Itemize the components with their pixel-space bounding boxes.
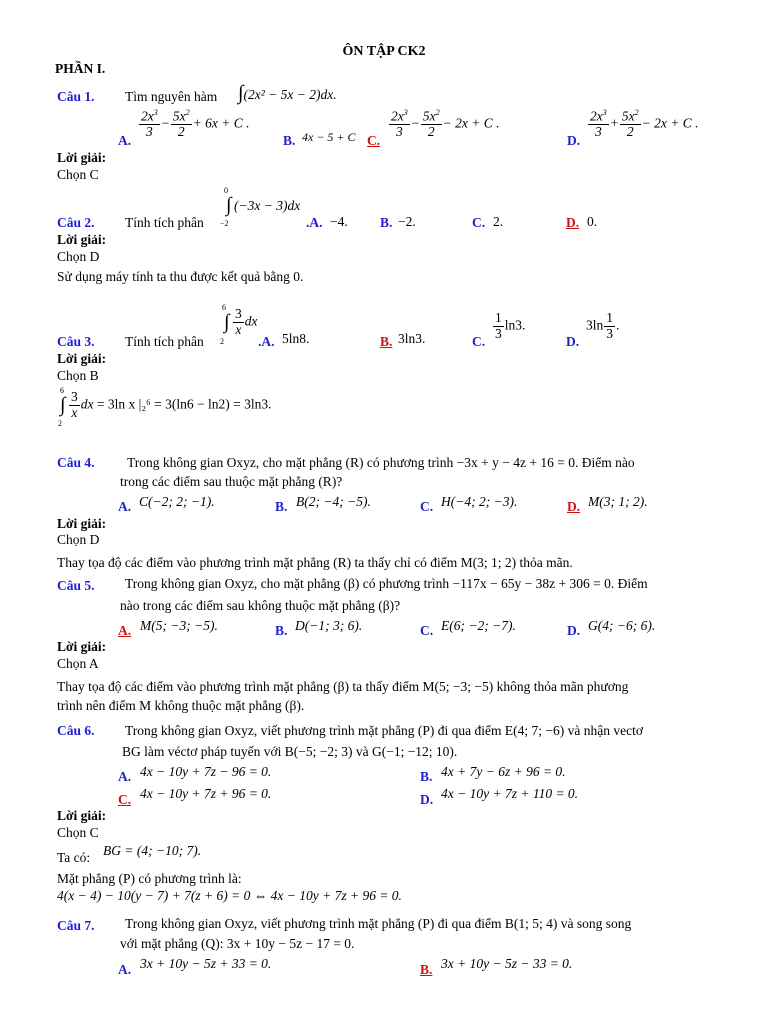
q6-option-d: D. — [420, 792, 434, 807]
q1-b-value: 4x − 5 + C — [302, 130, 356, 144]
q4-choice: Chọn D — [57, 532, 100, 547]
q3-work-text: = 3ln x |₂⁶ = 3(ln6 − ln2) = 3ln3. — [96, 396, 272, 412]
q6-plane-text: Mặt phẳng (P) có phương trình là: — [57, 871, 242, 886]
q3-option-b: B. — [380, 334, 393, 349]
q5-option-a: A. — [118, 623, 132, 638]
q1-d-value: $\frac{2x^3}{3}$ + $\frac{5x^2}{2}$ − 2x + C . — [590, 108, 699, 140]
q1-integral: ∫(2x² − 5x − 2)dx. — [238, 82, 337, 104]
q4-label: Câu 4. — [57, 455, 95, 470]
q5-option-b: B. — [275, 623, 288, 638]
q3-integral: 6 ∫ 2 $\frac{3}{x}$ dx — [220, 303, 258, 346]
q1-option-b: B. — [283, 133, 296, 148]
q1-c-value: $\frac{2x^3}{3}$ − $\frac{5x^2}{2}$ − 2x + C . — [391, 108, 500, 140]
q5-note-line1: Thay tọa độ các điểm vào phương trình mặt phẳng (β) ta thấy điểm M(5; −3; −5) không thỏa mãn phương — [57, 679, 629, 694]
q3-lower-limit: 2 — [220, 337, 224, 346]
q1-option-a: A. — [118, 133, 132, 148]
q5-choice: Chọn A — [57, 656, 99, 671]
q1-option-d: D. — [567, 133, 581, 148]
q4-line2: trong các điểm sau thuộc mặt phẳng (R)? — [120, 474, 343, 489]
q6-taco: Ta có: — [57, 850, 91, 865]
q1-a-value: $\frac{2x^3}{3}$ − $\frac{5x^2}{2}$ + 6x + C . — [141, 108, 250, 140]
q5-c-value: E(6; −2; −7). — [441, 618, 516, 633]
q2-integral — [220, 186, 320, 230]
q2-lower-limit: −2 — [220, 219, 229, 228]
q3-work-upper: 6 — [60, 386, 64, 395]
q5-line2: nào trong các điểm sau không thuộc mặt phẳng (β)? — [120, 598, 401, 613]
integral-sign-icon: ∫ — [60, 394, 66, 416]
q2-c-value: 2. — [493, 214, 504, 229]
q7-b-value: 3x + 10y − 5z − 33 = 0. — [441, 956, 573, 971]
q2-option-d: D. — [566, 215, 580, 230]
q4-option-b: B. — [275, 499, 288, 514]
q2-solution-label: Lời giải: — [57, 232, 107, 247]
q1-label: Câu 1. — [57, 89, 95, 104]
q6-d-value: 4x − 10y + 7z + 110 = 0. — [441, 786, 579, 801]
q7-option-b: B. — [420, 962, 433, 977]
q3-upper-limit: 6 — [222, 303, 226, 312]
q3-b-value: 3ln3. — [398, 331, 426, 346]
q4-b-value: B(2; −4; −5). — [296, 494, 371, 509]
q5-line1: Trong không gian Oxyz, cho mặt phẳng (β) có phương trình −117x − 65y − 38z + 306 = 0. Điểm — [125, 576, 648, 591]
q6-equation: 4(x − 4) − 10(y − 7) + 7(z + 6) = 0 ⇔ 4x − 10y + 7z + 96 = 0. — [57, 888, 402, 903]
q4-note: Thay tọa độ các điểm vào phương trình mặt phẳng (R) ta thấy chỉ có điểm M(3; 1; 2) thỏa mãn. — [57, 555, 573, 570]
q2-option-a: .A. — [306, 215, 323, 230]
q3-option-a: .A. — [258, 334, 275, 349]
q6-a-value: 4x − 10y + 7z − 96 = 0. — [140, 764, 272, 779]
q2-choice: Chọn D — [57, 249, 100, 264]
q4-line1: Trong không gian Oxyz, cho mặt phẳng (R) có phương trình −3x + y − 4z + 16 = 0. Điểm nào — [127, 455, 635, 470]
part-heading: PHẦN I. — [55, 61, 106, 76]
q7-a-value: 3x + 10y − 5z + 33 = 0. — [140, 956, 272, 971]
integral-sign-icon: ∫ — [226, 194, 232, 216]
q1-choice: Chọn C — [57, 167, 99, 182]
q5-label: Câu 5. — [57, 578, 95, 593]
q3-d-value: 3ln $\frac{1}{3}$ . — [586, 310, 620, 341]
q6-line1: Trong không gian Oxyz, viết phương trình mặt phẳng (P) đi qua điểm E(4; 7; −6) và nhận vectơ — [125, 723, 644, 738]
q6-option-c: C. — [118, 792, 132, 807]
q4-option-c: C. — [420, 499, 434, 514]
q6-choice: Chọn C — [57, 825, 99, 840]
q3-c-value: $\frac{1}{3}$ ln3. — [495, 310, 526, 341]
q3-solution-label: Lời giải: — [57, 351, 107, 366]
q7-line2: với mặt phẳng (Q): 3x + 10y − 5z − 17 = 0. — [120, 936, 355, 951]
q5-note-line2: trình nên điểm M không thuộc mặt phẳng (β). — [57, 698, 305, 713]
q5-option-d: D. — [567, 623, 581, 638]
q4-d-value: M(3; 1; 2). — [588, 494, 648, 509]
q7-option-a: A. — [118, 962, 132, 977]
q6-c-value: 4x − 10y + 7z + 96 = 0. — [140, 786, 272, 801]
integral-sign-icon: ∫ — [238, 82, 244, 104]
q4-option-a: A. — [118, 499, 132, 514]
q4-c-value: H(−4; 2; −3). — [441, 494, 518, 509]
q5-d-value: G(4; −6; 6). — [588, 618, 656, 633]
q3-work: 6 ∫ 2 $\frac{3}{x}$ dx = 3ln x |₂⁶ = 3(ln6 − ln2) = 3ln3. — [58, 386, 272, 428]
q6-solution-label: Lời giải: — [57, 808, 107, 823]
q6-option-b: B. — [420, 769, 433, 784]
q2-note: Sử dụng máy tính ta thu được kết quả bằng 0. — [57, 269, 304, 284]
q6-option-a: A. — [118, 769, 132, 784]
q2-text: Tính tích phân — [125, 215, 204, 230]
integral-sign-icon: ∫ — [224, 311, 230, 333]
q5-option-c: C. — [420, 623, 434, 638]
q6-label: Câu 6. — [57, 723, 95, 738]
q5-b-value: D(−1; 3; 6). — [295, 618, 363, 633]
q3-option-c: C. — [472, 334, 486, 349]
q2-option-c: C. — [472, 215, 486, 230]
q2-option-b: B. — [380, 215, 393, 230]
q1-text: Tìm nguyên hàm — [125, 89, 218, 104]
q2-d-value: 0. — [587, 214, 598, 229]
q3-a-value: 5ln8. — [282, 331, 310, 346]
q1-solution-label: Lời giải: — [57, 150, 107, 165]
q4-solution-label: Lời giải: — [57, 516, 107, 531]
q7-line1: Trong không gian Oxyz, viết phương trình mặt phẳng (P) đi qua điểm B(1; 5; 4) và song song — [125, 916, 632, 931]
q2-b-value: −2. — [398, 214, 416, 229]
q4-option-d: D. — [567, 499, 581, 514]
q4-a-value: C(−2; 2; −1). — [139, 494, 215, 509]
q6-b-value: 4x + 7y − 6z + 96 = 0. — [441, 764, 566, 779]
q3-option-d: D. — [566, 334, 580, 349]
q3-choice: Chọn B — [57, 368, 99, 383]
page-title: ÔN TẬP CK2 — [342, 44, 426, 59]
q3-text: Tính tích phân — [125, 334, 204, 349]
q3-work-lower: 2 — [58, 419, 62, 428]
q2-upper-limit: 0 — [224, 186, 228, 195]
q6-line2: BG làm véctơ pháp tuyến với B(−5; −2; 3) và G(−1; −12; 10). — [122, 744, 458, 759]
q1-option-c: C. — [367, 133, 381, 148]
q2-integrand: (−3x − 3)dx — [234, 198, 301, 213]
q5-a-value: M(5; −3; −5). — [140, 618, 218, 633]
q2-a-value: −4. — [330, 214, 348, 229]
q5-solution-label: Lời giải: — [57, 639, 107, 654]
q3-label: Câu 3. — [57, 334, 95, 349]
q2-label: Câu 2. — [57, 215, 95, 230]
q6-bg-vector: BG = (4; −10; 7). — [103, 843, 202, 858]
q7-label: Câu 7. — [57, 918, 95, 933]
